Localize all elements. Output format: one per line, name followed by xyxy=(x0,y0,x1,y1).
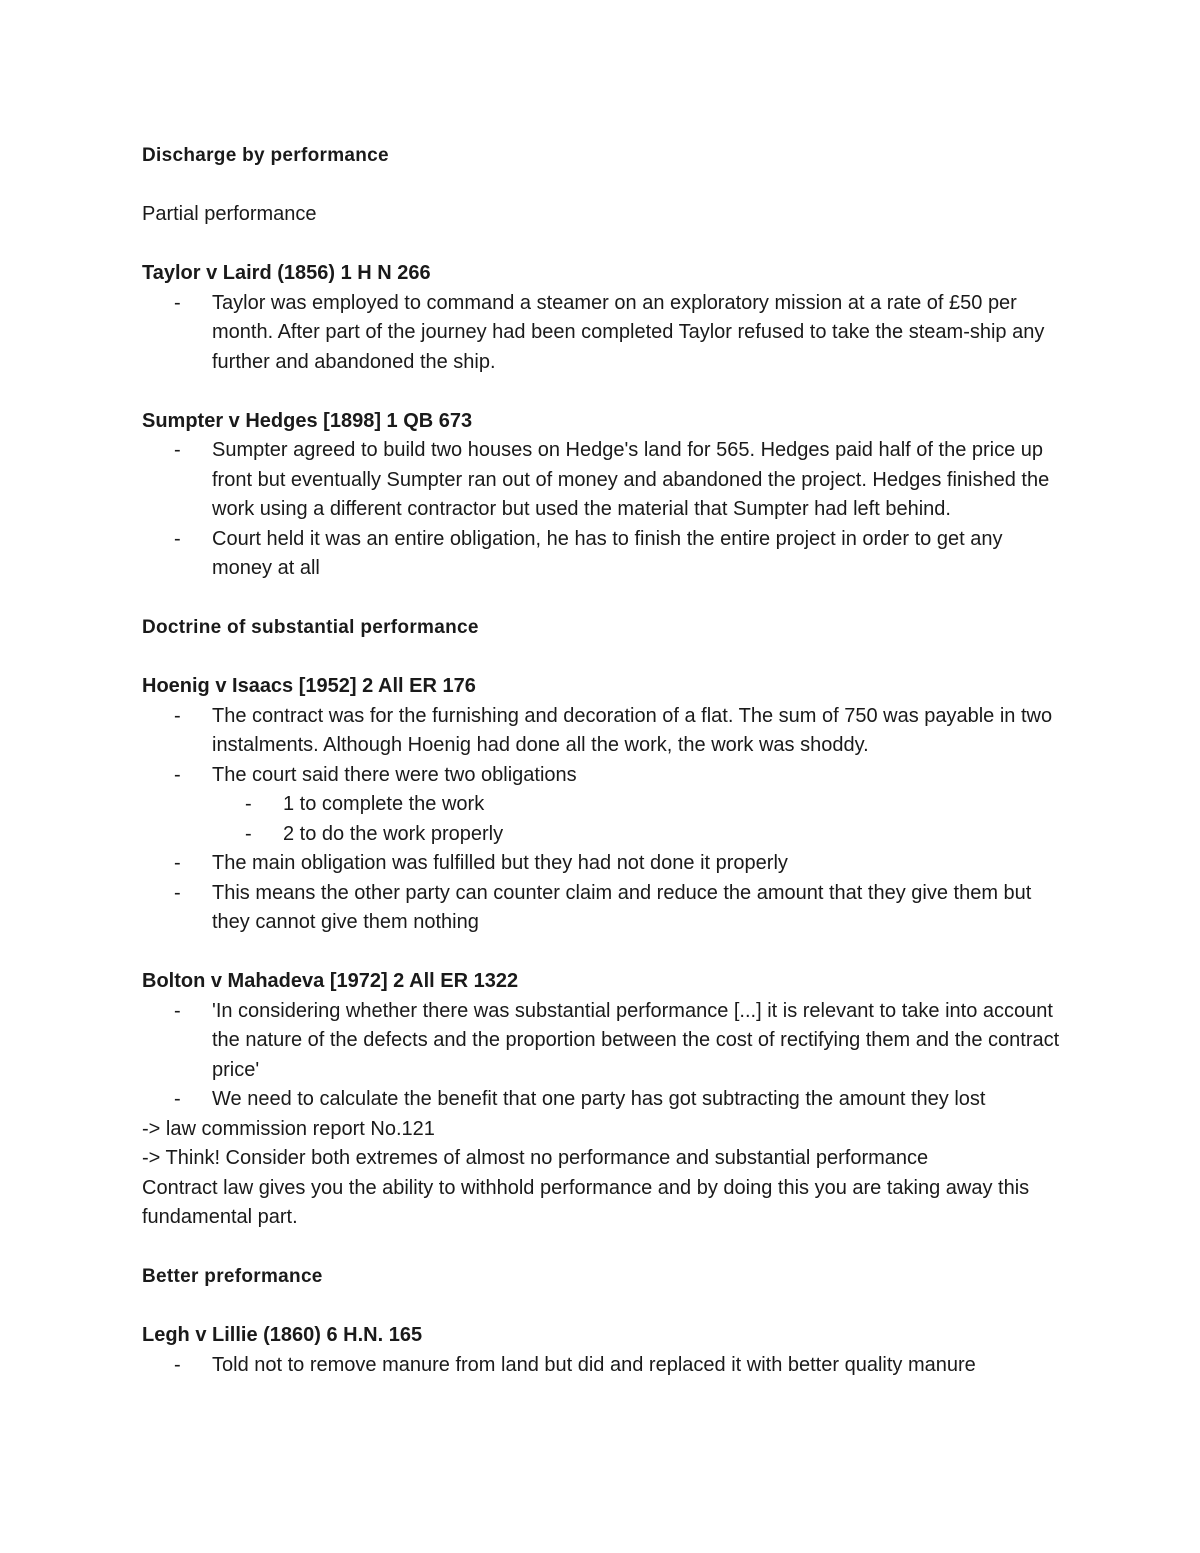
note-line: -> law commission report No.121 xyxy=(142,1117,435,1140)
case-title-bolton: Bolton v Mahadeva [1972] 2 All ER 1322 xyxy=(142,970,519,992)
case-title-hoenig: Hoenig v Isaacs [1952] 2 All ER 176 xyxy=(142,675,476,697)
heading-discharge-by-performance: Discharge by performance xyxy=(142,145,389,166)
subheading-partial-performance: Partial performance xyxy=(142,203,317,225)
case-title-sumpter: Sumpter v Hedges [1898] 1 QB 673 xyxy=(142,409,473,432)
sub-bullet-item: - 1 to complete the work xyxy=(142,790,1060,820)
bullet-item: - The court said there were two obligations xyxy=(142,761,1060,791)
bullet-item: - The main obligation was fulfilled but they had not done it properly xyxy=(142,849,1060,879)
case-title-taylor: Taylor v Laird (1856) 1 H N 266 xyxy=(142,262,431,284)
bullet-list xyxy=(142,849,1060,938)
bullet-item: - Told not to remove manure from land but did and replaced it with better quality manure xyxy=(142,1351,1060,1381)
bullet-item: - Court held it was an entire obligation, he has to finish the entire project in order to get any money at all xyxy=(142,525,1060,584)
bullet-item: - 'In considering whether there was substantial performance [...] it is relevant to take into account the nature of the defects and the proportion between the cost of rectifying them and the contract price' xyxy=(142,997,1060,1086)
bullet-item: - Sumpter agreed to build two houses on Hedge's land for 565. Hedges paid half of the price up front but eventually Sumpter ran out of money and abandoned the project. Hedges finished the work using a different contractor but used the material that Sumpter had left behind. xyxy=(142,436,1060,525)
case-title-legh: Legh v Lillie (1860) 6 H.N. 165 xyxy=(142,1324,423,1346)
note-line: -> Think! Consider both extremes of almost no performance and substantial performance xyxy=(142,1147,929,1169)
bullet-item: - We need to calculate the benefit that one party has got subtracting the amount they lost xyxy=(142,1085,1060,1115)
bullet-item: - The contract was for the furnishing and decoration of a flat. The sum of 750 was payable in two instalments. Although Hoenig had done all the work, the work was shoddy. xyxy=(142,702,1060,761)
heading-doctrine: Doctrine of substantial performance xyxy=(142,617,479,638)
bullet-list xyxy=(142,289,1060,378)
bullet-list xyxy=(142,436,1060,584)
note-paragraph: Contract law gives you the ability to withhold performance and by doing this you are taking away this fundamental part. xyxy=(142,1176,1030,1228)
sub-bullet-list xyxy=(142,790,1060,849)
bullet-item: - Taylor was employed to command a steamer on an exploratory mission at a rate of £50 per month. After part of the journey had been completed Taylor refused to take the steam-ship any further and abandoned the ship. xyxy=(142,289,1060,378)
bullet-list xyxy=(142,702,1060,791)
bullet-item: - This means the other party can counter claim and reduce the amount that they give them but they cannot give them nothing xyxy=(142,879,1060,938)
bullet-list xyxy=(142,997,1060,1115)
heading-better-performance: Better preformance xyxy=(142,1266,323,1287)
bullet-list xyxy=(142,1351,1060,1381)
sub-bullet-item: - 2 to do the work properly xyxy=(142,820,1060,850)
